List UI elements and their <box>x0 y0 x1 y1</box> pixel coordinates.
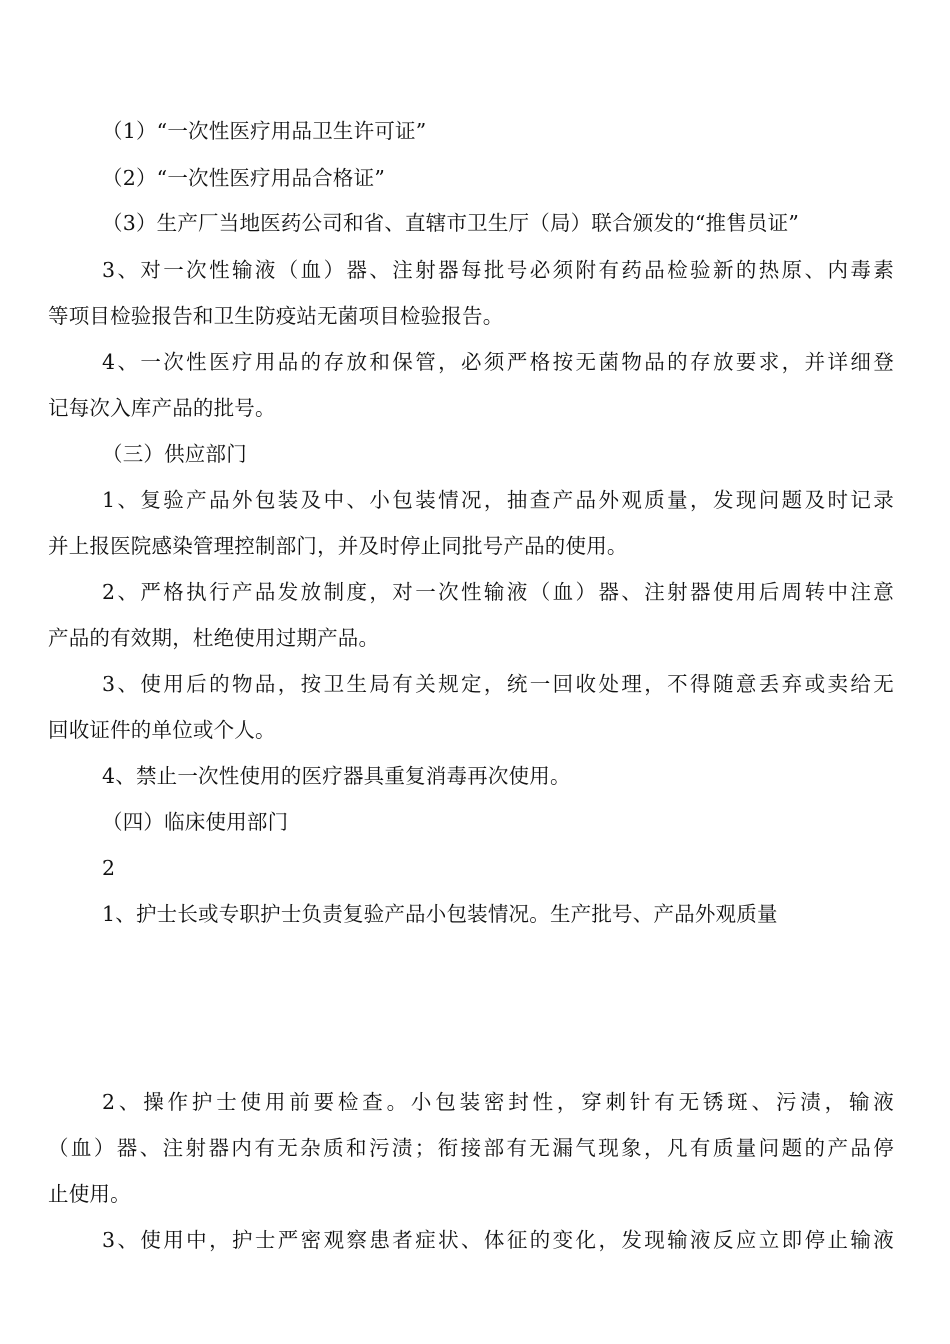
license-item-1: （1）“一次性医疗用品卫生许可证” <box>102 119 427 143</box>
section-heading-supply: （三）供应部门 <box>102 442 247 466</box>
supply-item-3-line-2: 回收证件的单位或个人。 <box>48 718 276 742</box>
license-item-3: （3）生产厂当地医药公司和省、直辖市卫生厅（局）联合颁发的“推售员证” <box>102 211 800 235</box>
clinical-item-2-line-1: 2、操作护士使用前要检查。小包装密封性，穿刺针有无锈斑、污渍，输液 <box>102 1090 894 1114</box>
paragraph-4-line-2: 记每次入库产品的批号。 <box>48 396 276 420</box>
supply-item-3-line-1: 3、使用后的物品，按卫生局有关规定，统一回收处理，不得随意丢弃或卖给无 <box>102 672 894 696</box>
clinical-item-1: 1、护士长或专职护士负责复验产品小包装情况。生产批号、产品外观质量 <box>102 902 778 926</box>
paragraph-3-line-1: 3、对一次性输液（血）器、注射器每批号必须附有药品检验新的热原、内毒素 <box>102 258 894 282</box>
paragraph-3-line-2: 等项目检验报告和卫生防疫站无菌项目检验报告。 <box>48 304 504 328</box>
supply-item-1-line-2: 并上报医院感染管理控制部门，并及时停止同批号产品的使用。 <box>48 534 628 558</box>
supply-item-2-line-2: 产品的有效期，杜绝使用过期产品。 <box>48 626 380 650</box>
license-item-2: （2）“一次性医疗用品合格证” <box>102 166 386 190</box>
clinical-item-2-line-2: （血）器、注射器内有无杂质和污渍；衔接部有无漏气现象，凡有质量问题的产品停 <box>48 1136 894 1160</box>
supply-item-1-line-1: 1、复验产品外包装及中、小包装情况，抽查产品外观质量，发现问题及时记录 <box>102 488 894 512</box>
clinical-item-2-line-3: 止使用。 <box>48 1182 131 1206</box>
page-number: 2 <box>102 856 116 880</box>
supply-item-2-line-1: 2、严格执行产品发放制度，对一次性输液（血）器、注射器使用后周转中注意 <box>102 580 894 604</box>
clinical-item-3-line-1: 3、使用中，护士严密观察患者症状、体征的变化，发现输液反应立即停止输液 <box>102 1228 894 1252</box>
paragraph-4-line-1: 4、一次性医疗用品的存放和保管，必须严格按无菌物品的存放要求，并详细登 <box>102 350 894 374</box>
supply-item-4: 4、禁止一次性使用的医疗器具重复消毒再次使用。 <box>102 764 571 788</box>
section-heading-clinical: （四）临床使用部门 <box>102 810 289 834</box>
